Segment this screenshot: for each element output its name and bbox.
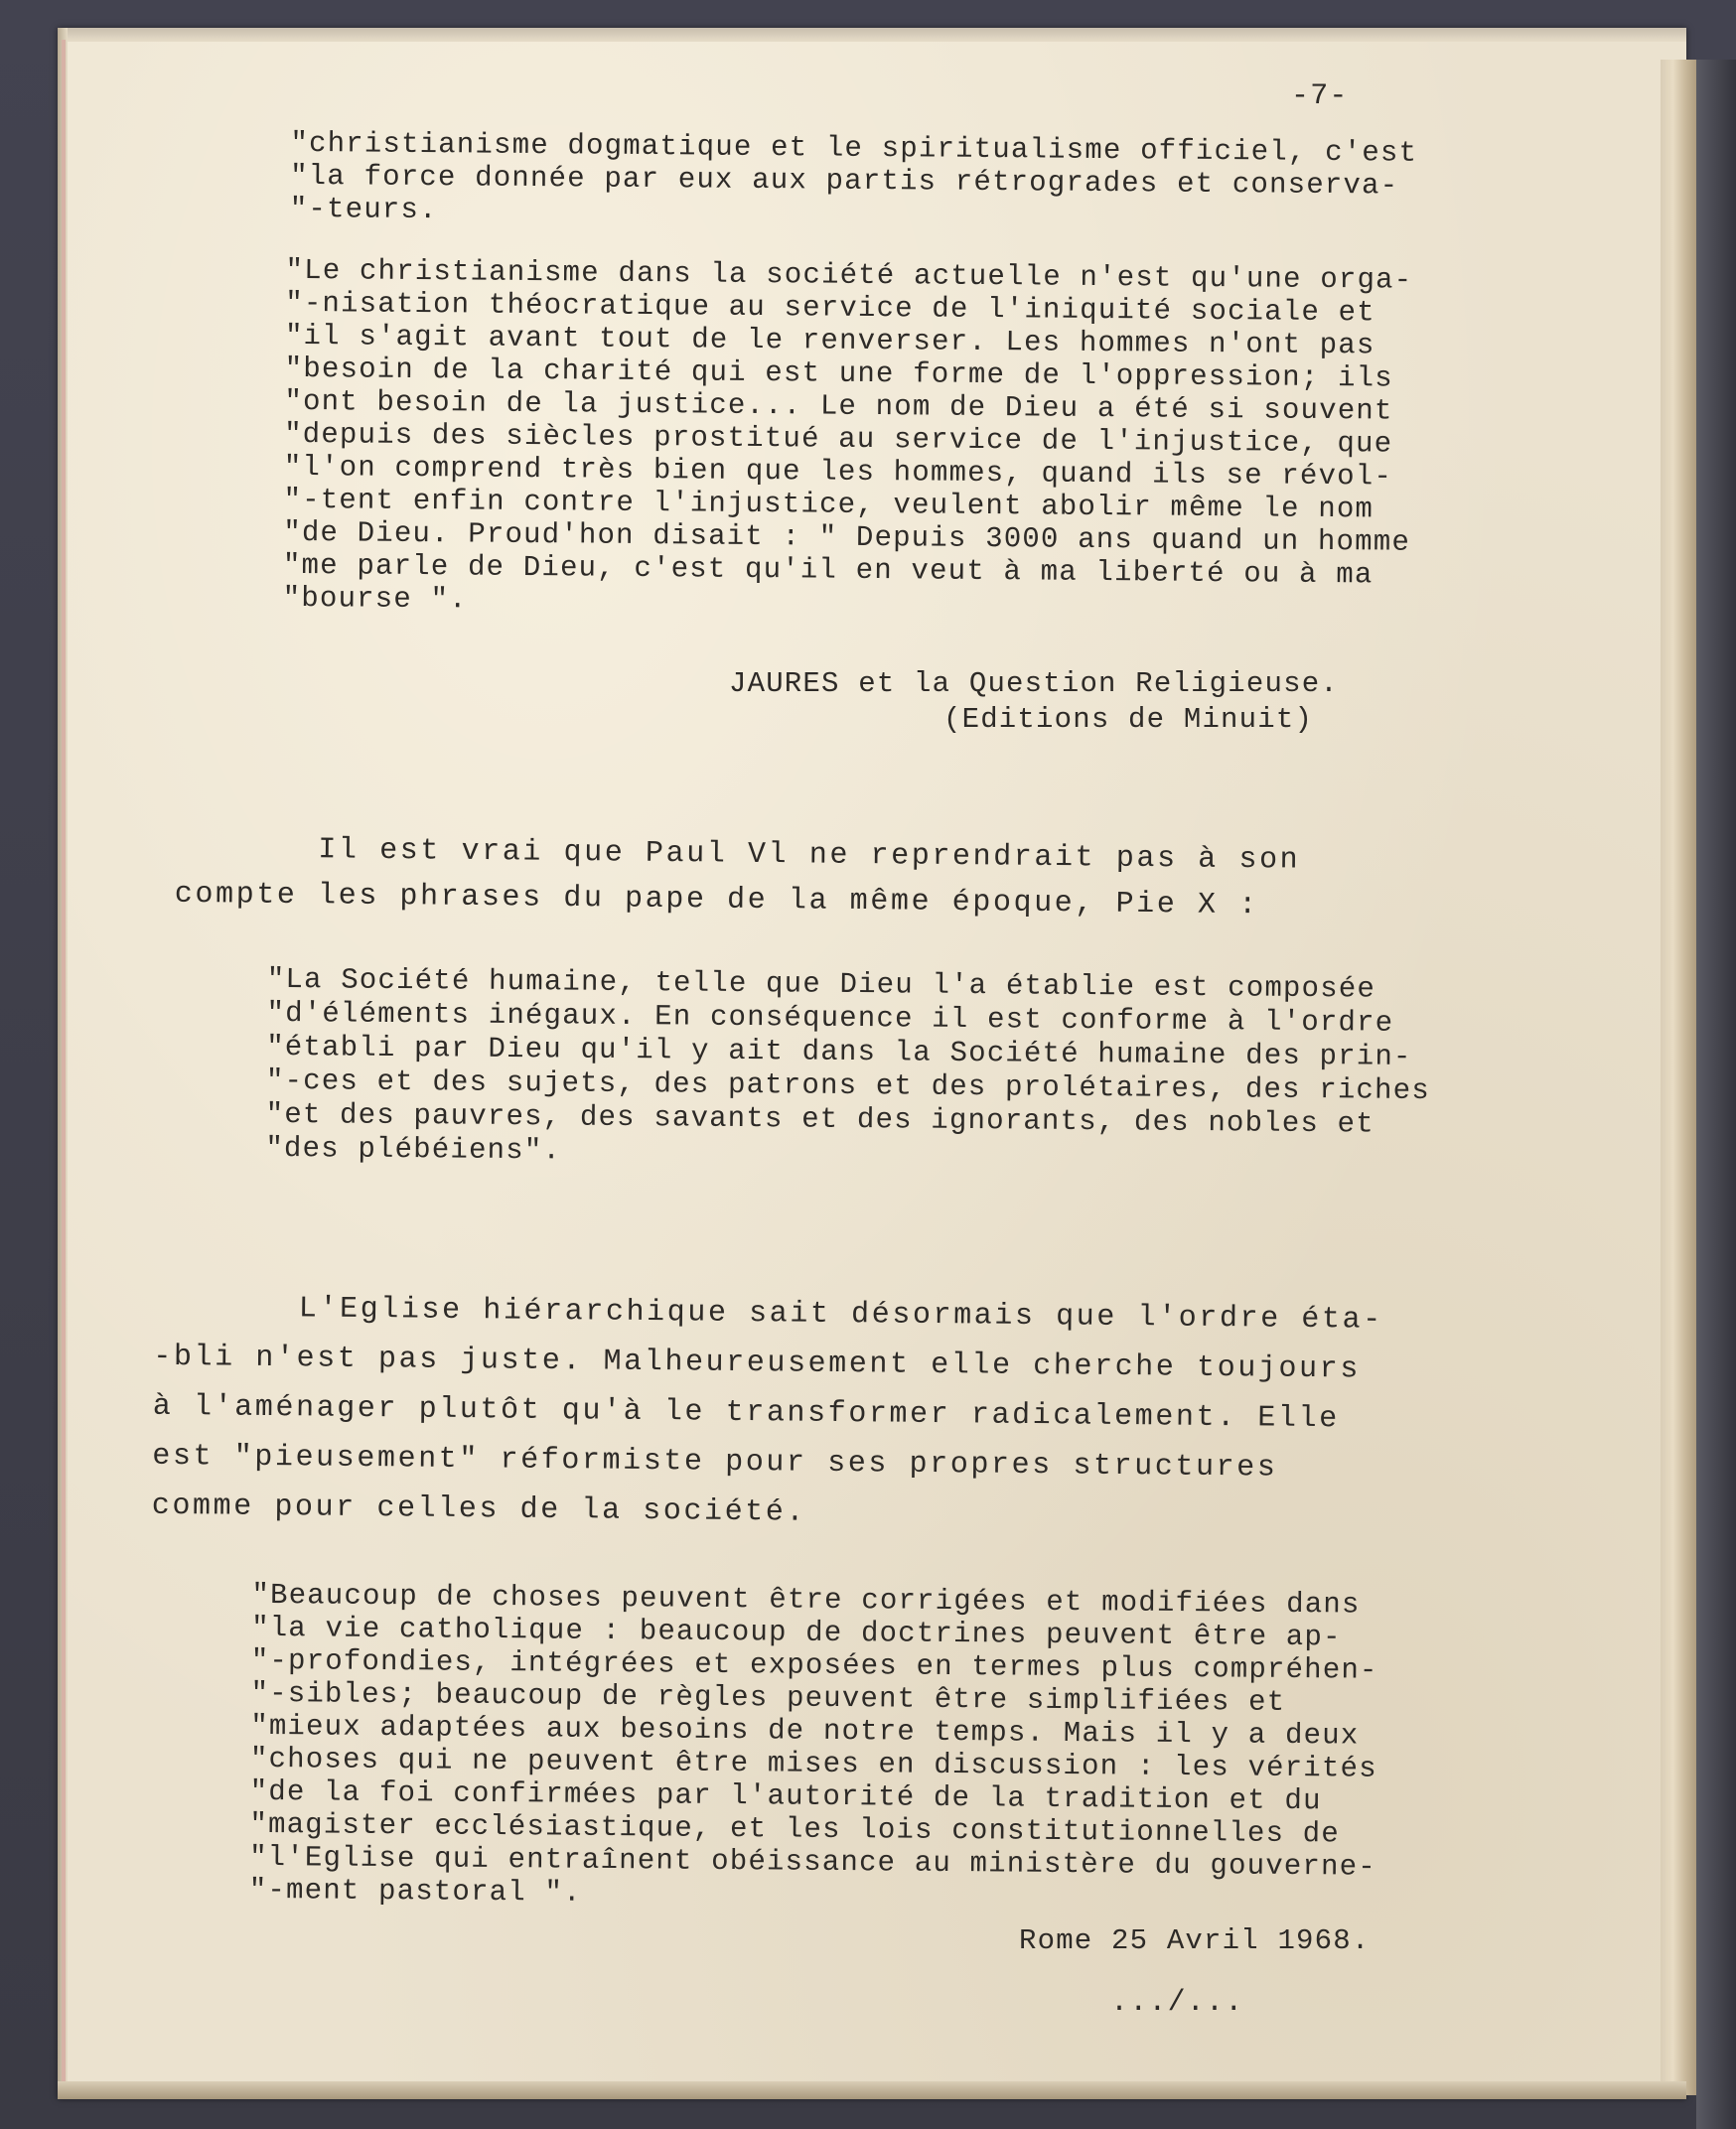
quote-line: "La Société humaine, telle que Dieu l'a établie est composée xyxy=(266,962,1376,1006)
quote-line: "la force donnée par eux aux partis rétrogrades et conserva- xyxy=(290,159,1399,203)
quote-line: "il s'agit avant tout de le renverser. Les hommes n'ont pas xyxy=(284,319,1375,362)
page-bottom-edge xyxy=(58,2081,1686,2099)
paragraph-line: compte les phrases du pape de la même époque, Pie X : xyxy=(174,877,1259,923)
quote-line: "choses qui ne peuvent être mises en discussion : les vérités xyxy=(249,1742,1377,1785)
quote-continuation xyxy=(289,126,1418,258)
paragraph-line: est "pieusement" réformiste pour ses propres structures xyxy=(152,1439,1278,1486)
quote-line: "magister ecclésiastique, et les lois constitutionnelles de xyxy=(249,1807,1341,1851)
paragraph-line: comme pour celles de la société. xyxy=(151,1489,807,1530)
jaures-quote xyxy=(282,253,1413,647)
quote-line: "-teurs. xyxy=(289,192,438,227)
paragraph-line: à l'aménager plutôt qu'à le transformer radicalement. Elle xyxy=(152,1389,1340,1437)
continuation-mark: .../... xyxy=(1110,1986,1244,2020)
quote-line: "établi par Dieu qu'il y ait dans la Société humaine des prin- xyxy=(266,1030,1412,1073)
quote-line: "des plébéiens". xyxy=(265,1131,562,1168)
body-paragraph xyxy=(174,832,1301,933)
quote-date-source: Rome 25 Avril 1968. xyxy=(1019,1924,1371,1957)
paragraph-line: L'Eglise hiérarchique sait désormais que l'ordre éta- xyxy=(298,1292,1383,1338)
quote-line: "de Dieu. Proud'hon disait : " Depuis 3000 ans quand un homme xyxy=(283,515,1411,559)
quote-line: "la vie catholique : beaucoup de doctrines peuvent être ap- xyxy=(251,1611,1342,1654)
quote-line: "besoin de la charité qui est une forme de l'oppression; ils xyxy=(284,352,1393,395)
citation-title: JAURES et la Question Religieuse. xyxy=(729,667,1339,700)
quote-line: "me parle de Dieu, c'est qu'il en veut à ma liberté ou à ma xyxy=(282,548,1374,592)
quote-line: "Le christianisme dans la société actuelle n'est qu'une orga- xyxy=(285,253,1413,297)
quote-line: "Beaucoup de choses peuvent être corrigées et modifiées dans xyxy=(251,1578,1361,1622)
quote-line: "christianisme dogmatique et le spiritualisme officiel, c'est xyxy=(290,126,1418,170)
citation-source xyxy=(729,667,1339,766)
quote-line: "d'éléments inégaux. En conséquence il est conforme à l'ordre xyxy=(266,996,1394,1040)
quote-line: "-tent enfin contre l'injustice, veulent abolir même le nom xyxy=(283,483,1374,526)
page-colored-edge xyxy=(62,40,66,2095)
quote-line: "de la foi confirmées par l'autorité de la tradition et du xyxy=(249,1774,1322,1818)
binding-shadow xyxy=(1696,60,1736,2129)
quote-line: "bourse ". xyxy=(282,581,468,617)
vatican-quote xyxy=(248,1578,1378,1939)
page-binding xyxy=(1661,60,1696,2095)
quote-line: "-sibles; beaucoup de règles peuvent être simplifiées et xyxy=(250,1676,1286,1719)
quote-line: "-ment pastoral ". xyxy=(248,1873,582,1910)
quote-line: "l'on comprend très bien que les hommes, quand ils se révol- xyxy=(283,450,1393,494)
page-top-edge xyxy=(58,28,1686,42)
body-paragraph xyxy=(151,1291,1383,1530)
paragraph-line: Il est vrai que Paul Vl ne reprendrait pas à son xyxy=(318,833,1301,878)
quote-line: "-nisation théocratique au service de l'iniquité sociale et xyxy=(285,286,1375,330)
quote-line: "et des pauvres, des savants et des ignorants, des nobles et xyxy=(265,1097,1374,1141)
paragraph-line: -bli n'est pas juste. Malheureusement elle cherche toujours xyxy=(153,1340,1362,1387)
quote-line: "-ces et des sujets, des patrons et des prolétaires, des riches xyxy=(265,1064,1431,1108)
quote-line: "-profondies, intégrées et exposées en termes plus compréhen- xyxy=(250,1643,1378,1687)
page-number: -7- xyxy=(1291,79,1349,113)
citation-publisher: (Editions de Minuit) xyxy=(943,703,1314,736)
quote-line: "depuis des siècles prostitué au service de l'injustice, que xyxy=(284,417,1393,461)
quote-line: "l'Eglise qui entraînent obéissance au ministère du gouverne- xyxy=(248,1840,1377,1884)
quote-line: "ont besoin de la justice... Le nom de Dieu a été si souvent xyxy=(284,384,1393,428)
pius-x-quote xyxy=(265,962,1431,1193)
quote-line: "mieux adaptées aux besoins de notre temps. Mais il y a deux xyxy=(250,1709,1360,1753)
